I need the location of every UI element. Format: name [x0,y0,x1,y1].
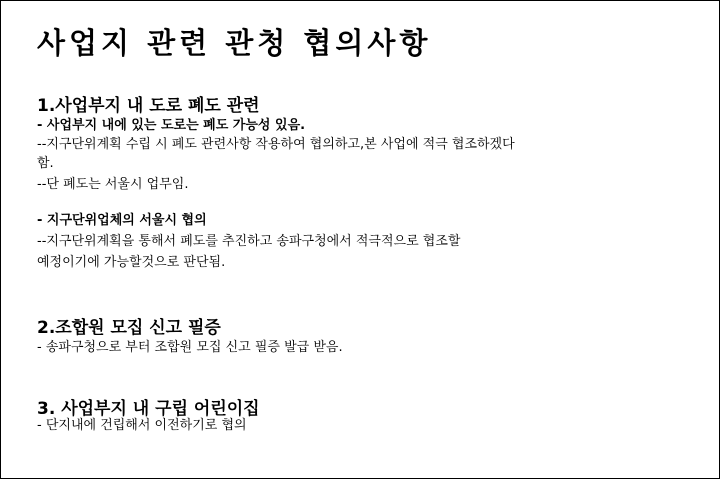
section-1-line-3: 함. [37,156,54,171]
section-1-line-6: --지구단위계획을 통해서 폐도를 추진하고 송파구청에서 적극적으로 협조할 [37,234,461,249]
section-1-line-1: - 사업부지 내에 있는 도로는 폐도 가능성 있음. [37,118,306,133]
section-2-line-1: - 송파구청으로 부터 조합원 모집 신고 필증 발급 받음. [37,340,343,355]
page-title: 사업지 관련 관청 협의사항 [37,26,432,60]
section-1-heading: 1.사업부지 내 도로 폐도 관련 [37,96,260,116]
section-1-line-4: --단 폐도는 서울시 업무임. [37,177,189,192]
section-1-line-5: - 지구단위업체의 서울시 협의 [37,213,207,228]
section-3-line-1: - 단지내에 건립해서 이전하기로 협의 [37,418,247,433]
section-2-heading: 2.조합원 모집 신고 필증 [37,318,221,338]
section-3-heading: 3. 사업부지 내 구립 어린이집 [37,399,260,419]
section-1-line-7: 예정이기에 가능할것으로 판단됨. [37,255,226,270]
section-1-line-2: --지구단위계획 수립 시 폐도 관련사항 작용하여 협의하고,본 사업에 적극 협조하겠다 [37,137,515,152]
